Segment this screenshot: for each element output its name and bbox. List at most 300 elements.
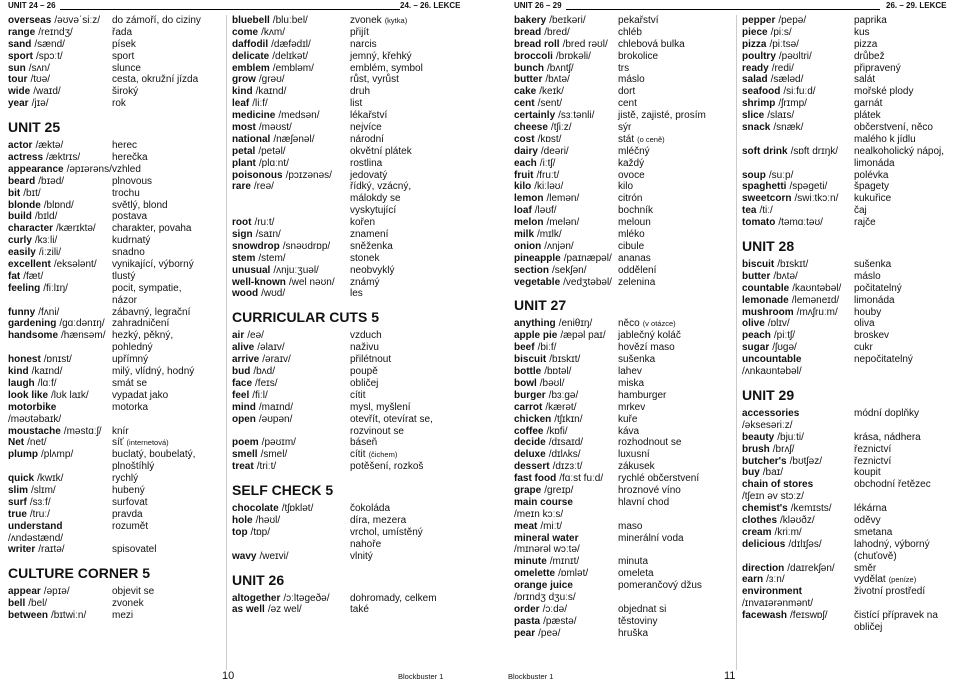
english-word: peach [742, 330, 771, 342]
pronunciation: /kemɪsts/ [790, 503, 832, 515]
czech-translation [112, 426, 129, 438]
english-word: understand [8, 520, 63, 532]
pronunciation: /ɒmlət/ [558, 568, 589, 580]
vocab-entry [742, 318, 954, 330]
pronunciation: /slaɪs/ [767, 110, 795, 122]
translation-text: také [350, 604, 369, 616]
czech-translation [112, 27, 132, 39]
english-word: lemonade [742, 294, 789, 306]
czech-translation [112, 402, 148, 414]
vocab-entry [514, 181, 734, 193]
section-heading: UNIT 25 [8, 119, 61, 136]
translation-text: charakter, povaha [112, 223, 192, 235]
vocab-entry [8, 307, 222, 319]
english-word: pineapple [514, 252, 561, 264]
vocab-entry [514, 86, 734, 98]
translation-text: životní prostředí [854, 586, 926, 598]
english-word: delicate [232, 50, 270, 62]
translation-text: cent [618, 98, 637, 110]
czech-translation [350, 277, 379, 289]
english-word: top [232, 526, 248, 538]
english-word: easily [8, 247, 36, 259]
czech-translation [350, 402, 411, 414]
translation-text: stonek [350, 252, 380, 264]
vocab-entry [232, 217, 472, 229]
pronunciation: /kærət/ [545, 401, 577, 413]
pronunciation: /petəl/ [258, 145, 286, 157]
vocab-entry [514, 366, 734, 378]
czech-translation [618, 402, 645, 414]
czech-translation [350, 27, 369, 39]
czech-translation [854, 98, 882, 110]
pronunciation: /slɪm/ [31, 484, 56, 496]
english-word: hole [232, 514, 253, 526]
vocab-entry [742, 527, 954, 539]
czech-translation [112, 259, 194, 271]
english-word: chain of stores [742, 479, 814, 491]
vocab-entry [514, 497, 734, 509]
translation-text: máslo [618, 74, 645, 86]
english-word: curly [8, 235, 32, 247]
english-word: snack [742, 122, 771, 134]
translation-text: oděvy [854, 514, 881, 526]
english-word: sun [8, 62, 26, 74]
vocab-entry [8, 354, 222, 366]
left-page-number: 10 [222, 670, 235, 682]
pronunciation: /bɪəd/ [38, 175, 65, 187]
english-word: beauty [742, 431, 775, 443]
vocab-entry [514, 426, 734, 438]
czech-translation [618, 473, 699, 485]
vocab-entry [742, 39, 954, 51]
vocab-entry [514, 544, 734, 556]
translation-text: potěšení, rozkoš [350, 461, 424, 473]
vocab-entry [232, 74, 472, 86]
vocab-entry [742, 366, 954, 378]
english-word: arrive [232, 354, 260, 366]
pronunciation: /tʊə/ [30, 74, 51, 86]
section-heading: UNIT 28 [742, 238, 795, 255]
translation-text: báseň [350, 437, 378, 449]
translation-text: bochník [618, 205, 654, 217]
czech-translation [112, 223, 192, 235]
pronunciation: /eə/ [247, 330, 264, 342]
vocab-entry [8, 414, 222, 426]
vocab-entry [232, 461, 472, 473]
translation-text: vypadat jako [112, 389, 169, 401]
vocab-entry [8, 98, 222, 110]
czech-translation [350, 437, 377, 449]
vocab-entry [8, 521, 222, 533]
translation-text: nejvíce [350, 122, 382, 134]
vocab-entry [742, 420, 954, 432]
pronunciation: /əz wel/ [267, 604, 302, 616]
translation-text: těstoviny [618, 615, 658, 627]
vocab-entry [232, 146, 472, 158]
vocab-entry [8, 461, 222, 473]
pronunciation: /vedʒtəbəl/ [563, 276, 612, 288]
english-word: dairy [514, 145, 538, 157]
pronunciation: /grəʊ/ [258, 74, 285, 86]
czech-translation [618, 146, 650, 158]
czech-translation [112, 521, 148, 533]
vocab-entry [8, 485, 222, 497]
pronunciation: /bred rəʊl/ [562, 38, 608, 50]
english-word: actress [8, 152, 44, 164]
translation-text: lékárna [854, 503, 887, 515]
translation-text: hruška [618, 627, 649, 639]
english-word: feel [232, 389, 250, 401]
translation-text: otevřít, otevírat se, [350, 413, 433, 425]
translation-text: mořské plody [854, 86, 914, 98]
english-word: slice [742, 110, 765, 122]
right-publisher: Blockbuster 1 [508, 672, 554, 681]
czech-translation [112, 74, 198, 86]
vocab-entry [742, 354, 954, 366]
vocab-entry [8, 51, 222, 63]
vocab-entry [742, 563, 954, 575]
vocab-entry [514, 378, 734, 390]
vocab-entry [742, 86, 954, 98]
czech-translation [854, 158, 895, 170]
english-word: direction [742, 562, 785, 574]
translation-text: herečka [112, 152, 148, 164]
czech-translation [350, 366, 378, 378]
vocab-entry [742, 307, 954, 319]
english-word: ready [742, 62, 769, 74]
vocab-entry [514, 461, 734, 473]
pronunciation: /ʌnjuːʒuəl/ [273, 264, 319, 276]
vocab-entry [232, 229, 472, 241]
czech-translation [618, 414, 637, 426]
english-word: bowl [514, 377, 537, 389]
czech-translation [618, 229, 645, 241]
czech-translation [854, 444, 891, 456]
english-word: well-known [232, 276, 286, 288]
translation-text: trs [618, 62, 630, 74]
translation-text: sněženka [350, 240, 393, 252]
vocab-entry [514, 229, 734, 241]
czech-translation [618, 497, 669, 509]
czech-translation [854, 51, 885, 63]
czech-translation [854, 318, 875, 330]
pronunciation: /plʌmp/ [41, 449, 74, 461]
vocab-entry [514, 521, 734, 533]
english-word: pepper [742, 15, 776, 26]
vocab-entry [8, 533, 222, 545]
czech-translation [618, 437, 681, 449]
czech-translation [112, 366, 194, 378]
vocab-entry [232, 63, 472, 75]
translation-text: sýr [618, 122, 632, 134]
translation-text: řada [112, 26, 133, 38]
translation-text: ovoce [618, 169, 645, 181]
czech-translation [112, 509, 143, 521]
translation-text: hezký, pěkný, [112, 330, 174, 342]
translation-text: paprika [854, 15, 887, 26]
english-word: bread [514, 26, 542, 38]
english-word: poultry [742, 50, 776, 62]
czech-translation [350, 354, 391, 366]
english-word: beef [514, 342, 535, 354]
vocab-entry [8, 598, 222, 610]
translation-text: malého k jídlu [854, 133, 916, 145]
translation-text: tlustý [112, 270, 136, 282]
czech-translation [854, 259, 891, 271]
czech-translation [112, 378, 147, 390]
english-word: excellent [8, 259, 51, 271]
english-word: order [514, 603, 540, 615]
translation-text: milý, vlídný, hodný [112, 366, 195, 378]
translation-text: rychlé občerstvení [618, 473, 700, 485]
pronunciation: /peə/ [538, 627, 561, 639]
pronunciation: /suːp/ [768, 169, 794, 181]
vocab-entry [232, 110, 472, 122]
translation-text: růst, vyrůst [350, 74, 399, 86]
vocab-entry [742, 27, 954, 39]
english-word: chocolate [232, 503, 279, 515]
pronunciation: /əʊpən/ [258, 413, 293, 425]
pronunciation: /fiːlɪŋ/ [43, 282, 68, 294]
czech-translation [112, 485, 145, 497]
vocab-entry [8, 152, 222, 164]
english-word: pizza [742, 38, 767, 50]
pronunciation: /bʌntʃ/ [547, 62, 574, 74]
english-word: surf [8, 496, 27, 508]
translation-text: jablečný koláč [618, 330, 681, 342]
vocab-entry [742, 295, 954, 307]
translation-text: pizza [854, 38, 878, 50]
pronunciation: /stem/ [258, 252, 286, 264]
english-word: omelette [514, 568, 556, 580]
czech-translation [618, 354, 655, 366]
vocab-entry [232, 134, 472, 146]
czech-translation [854, 146, 944, 158]
english-word: blonde [8, 199, 41, 211]
czech-translation [854, 408, 919, 420]
translation-text: vynikající, výborný [112, 259, 194, 271]
english-word: sugar [742, 342, 770, 354]
translation-text: pocit, sympatie, [112, 282, 182, 294]
english-word: appear [8, 586, 41, 598]
english-word: snowdrop [232, 240, 280, 252]
english-word: tour [8, 74, 28, 86]
vocab-entry [8, 188, 222, 200]
pronunciation: /fruːt/ [536, 169, 560, 181]
czech-translation [618, 74, 645, 86]
translation-text: jedovatý [350, 169, 388, 181]
czech-translation [854, 622, 882, 634]
english-word: mineral water [514, 532, 579, 544]
pronunciation: /ʌnkaʊntəbəl/ [742, 366, 802, 378]
english-word: meat [514, 520, 538, 532]
vocab-entry [514, 354, 734, 366]
translation-text: smát se [112, 377, 148, 389]
english-word: appearance [8, 163, 64, 175]
vocab-column-4 [742, 15, 954, 634]
translation-text: národní [350, 133, 384, 145]
english-word: between [8, 610, 49, 622]
english-word: treat [232, 461, 254, 473]
translation-text: nahoře [350, 538, 382, 550]
czech-translation [112, 598, 144, 610]
czech-translation [618, 330, 681, 342]
translation-text: občerstvení, něco [854, 122, 933, 134]
czech-translation [350, 193, 401, 205]
vocab-entry [514, 509, 734, 521]
pronunciation: /təmɑːtəʊ/ [778, 217, 823, 229]
pronunciation: /delɪkət/ [272, 50, 309, 62]
translation-text: cesta, okružní jízda [112, 74, 199, 86]
english-word: loaf [514, 205, 532, 217]
czech-translation [350, 527, 423, 539]
pronunciation: /spɔːt/ [36, 50, 63, 62]
pronunciation: /embləm/ [272, 62, 314, 74]
pronunciation: /miːt/ [540, 520, 563, 532]
pronunciation: /ɒlɪv/ [767, 318, 790, 330]
czech-translation [350, 539, 381, 551]
translation-text: vlnitý [350, 550, 373, 562]
translation-text: garnát [854, 98, 883, 110]
english-word: motorbike [8, 401, 57, 413]
vocab-entry [514, 580, 734, 592]
czech-translation [854, 527, 892, 539]
pronunciation: /wʊd/ [261, 288, 286, 300]
translation-text: plnoštíhlý [112, 461, 155, 473]
czech-translation [350, 74, 399, 86]
translation-note: (v otázce) [642, 319, 676, 329]
vocab-entry [514, 193, 734, 205]
english-word: mind [232, 401, 256, 413]
vocab-entry [742, 586, 954, 598]
czech-translation [854, 134, 916, 146]
pronunciation: /əksesəriːz/ [742, 419, 793, 431]
vocab-entry [514, 616, 734, 628]
pronunciation: /siːfuːd/ [783, 86, 816, 98]
pronunciation: /bʊtʃəz/ [789, 455, 822, 467]
english-word: poem [232, 437, 259, 449]
english-word: open [232, 413, 256, 425]
english-word: broccoli [514, 50, 553, 62]
english-word: unusual [232, 264, 271, 276]
vocab-entry [742, 598, 954, 610]
vocab-entry [514, 39, 734, 51]
pronunciation: /maɪnd/ [258, 401, 294, 413]
czech-translation [618, 461, 655, 473]
translation-text: pekařství [618, 15, 659, 26]
vocab-entry [742, 217, 954, 229]
czech-translation [854, 295, 895, 307]
translation-text: upřímný [112, 354, 149, 366]
english-word: national [232, 133, 271, 145]
pronunciation: /daɪrekʃən/ [787, 562, 835, 574]
translation-text: minerální voda [618, 532, 684, 544]
vocab-entry [742, 98, 954, 110]
czech-translation [350, 170, 387, 182]
english-word: slim [8, 484, 29, 496]
pronunciation: /həʊl/ [255, 514, 281, 526]
english-word: emblem [232, 62, 270, 74]
english-word: biscuit [742, 259, 775, 271]
vocab-entry [742, 51, 954, 63]
czech-translation [618, 277, 655, 289]
vocab-entry [8, 330, 222, 342]
czech-translation [854, 539, 930, 551]
czech-translation [854, 122, 933, 134]
vocab-entry [514, 217, 734, 229]
translation-note: (internetová) [126, 438, 169, 448]
czech-translation [618, 122, 631, 134]
english-word: decide [514, 437, 546, 449]
vocab-entry [8, 247, 222, 259]
english-word: bread roll [514, 38, 560, 50]
pronunciation: /swiːtkɔːn/ [794, 193, 839, 205]
translation-note: (čichem) [368, 450, 398, 460]
translation-text: sport [112, 50, 135, 62]
pronunciation: /bʌd/ [253, 366, 276, 378]
vocab-entry [232, 39, 472, 51]
czech-translation [854, 467, 881, 479]
pronunciation: /bəʊl/ [539, 377, 565, 389]
pronunciation: /pəʊltri/ [778, 50, 812, 62]
czech-translation [854, 181, 889, 193]
translation-text: maso [618, 520, 643, 532]
czech-translation [618, 342, 675, 354]
vocab-entry [514, 146, 734, 158]
english-word: fruit [514, 169, 534, 181]
translation-note: (peníze) [888, 575, 917, 585]
translation-text: herec [112, 140, 138, 152]
vocab-entry [8, 390, 222, 402]
translation-text: salát [854, 74, 876, 86]
english-word: countable [742, 282, 790, 294]
translation-text: hroznové víno [618, 484, 681, 496]
vocab-entry [742, 408, 954, 420]
czech-translation [618, 580, 702, 592]
pronunciation: /məʊst/ [258, 122, 292, 134]
pronunciation: /pɔɪzənəs/ [285, 169, 332, 181]
translation-text: jemný, křehký [350, 50, 412, 62]
translation-text: hamburger [618, 389, 667, 401]
pronunciation: /pæstə/ [543, 615, 577, 627]
english-word: each [514, 157, 537, 169]
czech-translation [350, 134, 384, 146]
pronunciation: /fɑːst fuːd/ [559, 473, 604, 485]
czech-translation [350, 241, 393, 253]
czech-translation [854, 63, 901, 75]
english-word: wavy [232, 550, 257, 562]
czech-translation [350, 449, 397, 461]
vocab-entry [742, 158, 954, 170]
czech-translation [618, 390, 666, 402]
pronunciation: /kaɪnd/ [31, 366, 63, 378]
translation-text: krása, nádhera [854, 431, 921, 443]
translation-text: stát [618, 133, 635, 145]
left-page-header: 24. – 26. LEKCE [400, 1, 461, 10]
translation-text: snadno [112, 247, 145, 259]
czech-translation [112, 152, 148, 164]
translation-text: neobvyklý [350, 264, 395, 276]
vocab-entry [742, 193, 954, 205]
translation-text: limonáda [854, 157, 895, 169]
pronunciation: /ɪnvaɪərənmənt/ [742, 598, 814, 610]
translation-text: obchodní řetězec [854, 479, 931, 491]
czech-translation [618, 27, 642, 39]
vocab-entry [232, 503, 472, 515]
translation-text: plátek [854, 110, 881, 122]
czech-translation [112, 307, 190, 319]
pronunciation: /biːf/ [537, 342, 557, 354]
